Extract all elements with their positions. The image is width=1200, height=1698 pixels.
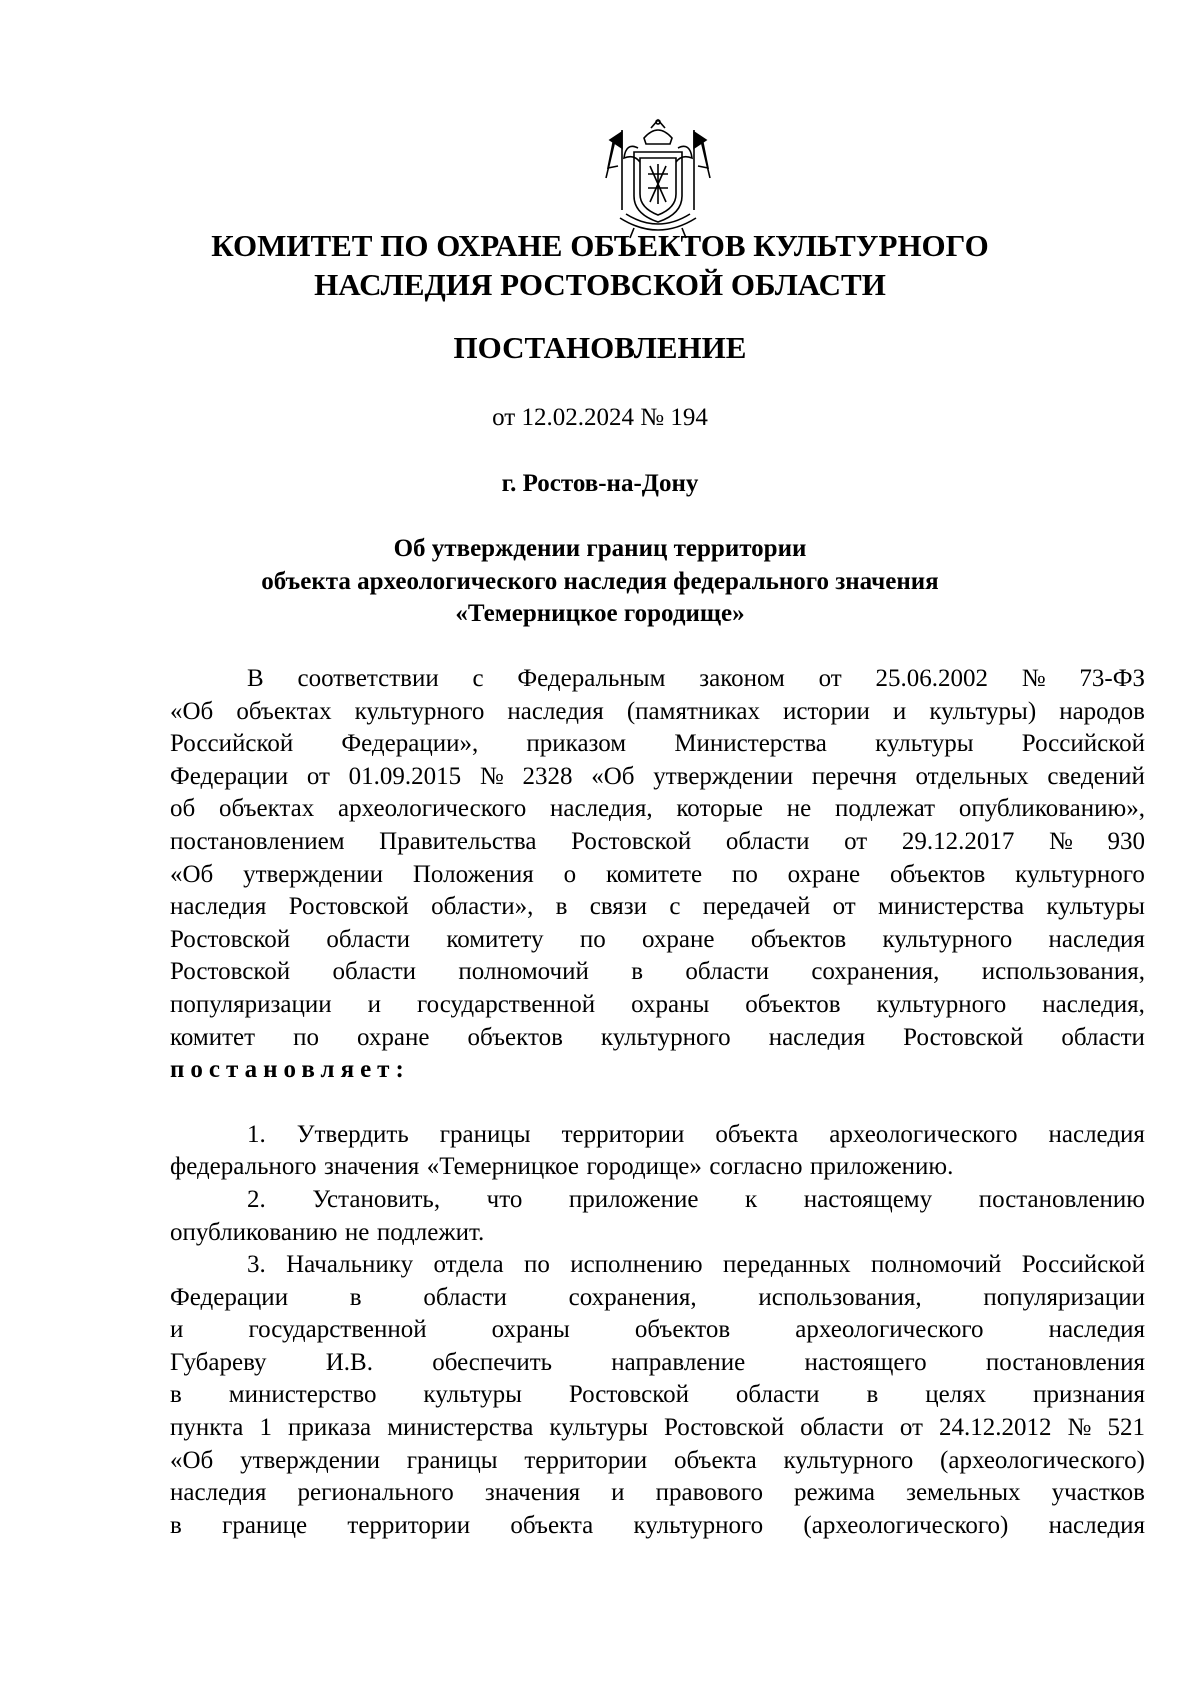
word: Федерации»,: [341, 730, 479, 758]
word: приложение: [568, 1185, 699, 1213]
word: отдельных: [915, 762, 1029, 790]
subject-line: «Темерницкое городище»: [455, 600, 745, 627]
word: Федерации: [170, 762, 289, 790]
word: в: [170, 1511, 182, 1539]
word: исполнению: [570, 1251, 703, 1279]
text-line: [170, 859, 1145, 892]
word: Российской: [170, 730, 294, 758]
text-line: [170, 1314, 1145, 1347]
issuing-authority: [150, 226, 1050, 304]
word: и: [367, 990, 381, 1018]
word: 2.: [247, 1185, 266, 1213]
word: «Об: [591, 762, 635, 790]
word: наследия: [170, 893, 267, 921]
word: №: [1067, 1414, 1092, 1442]
word: не: [344, 1218, 370, 1246]
paragraph-gap: [170, 1087, 1145, 1119]
word: наследия: [1048, 925, 1145, 953]
text-line: [170, 1249, 1145, 1282]
word: Российской: [1021, 1251, 1145, 1279]
word: (археологического): [803, 1511, 1009, 1539]
word: комитет: [170, 1023, 256, 1051]
word: охраны: [631, 990, 710, 1018]
word: Ростовской: [903, 1023, 1024, 1051]
word: области: [423, 1283, 507, 1311]
word: по: [731, 860, 758, 888]
word: опубликованию: [170, 1218, 338, 1246]
word: Министерства: [674, 730, 827, 758]
document-body: [170, 663, 1145, 1542]
word: объектах: [218, 795, 315, 823]
subject-line: Об утверждении границ территории: [393, 535, 807, 562]
word: соответствии: [297, 665, 439, 692]
word: №: [1021, 665, 1046, 692]
word: государственной: [248, 1316, 427, 1344]
word: культурного: [876, 990, 1007, 1018]
word: комитете: [605, 860, 703, 888]
word: культуры: [1046, 893, 1145, 921]
word: Утвердить: [296, 1120, 409, 1148]
item-1-paragraph: [170, 1119, 1145, 1184]
word: режима: [794, 1479, 876, 1507]
word: археологического: [795, 1316, 984, 1344]
word: приказом: [526, 730, 627, 758]
word: 1.: [247, 1120, 266, 1148]
text-line: [170, 1184, 1145, 1217]
word: Ростовской: [571, 827, 692, 855]
word: в: [170, 1381, 182, 1409]
word: настоящего: [804, 1348, 927, 1376]
word: 1: [259, 1414, 272, 1442]
word: полномочий: [458, 958, 589, 986]
word: земельных: [906, 1479, 1021, 1507]
word: истории: [783, 697, 870, 725]
word: территории: [524, 1446, 648, 1474]
word: переданных: [722, 1251, 851, 1279]
word: Ростовской: [664, 1414, 785, 1442]
text-line: [170, 663, 1145, 696]
coat-of-arms-icon: [604, 118, 712, 242]
word: государственной: [416, 990, 596, 1018]
word: Федеральным: [517, 665, 666, 692]
word: обеспечить: [432, 1348, 553, 1376]
word: признания: [1033, 1381, 1145, 1409]
decree-word: постановляет:: [170, 1056, 410, 1084]
word: приказа: [288, 1414, 372, 1442]
word: области: [685, 958, 769, 986]
word: культуры: [423, 1381, 522, 1409]
word: правового: [655, 1479, 763, 1507]
word: Российской: [1021, 730, 1145, 758]
word: культурного: [882, 925, 1013, 953]
word: и: [170, 1316, 184, 1344]
word: археологического: [829, 1120, 1018, 1148]
word: законом: [699, 665, 785, 692]
text-line: [170, 1347, 1145, 1380]
word: области: [332, 958, 417, 986]
word: охране: [642, 925, 715, 953]
subject-line: объекта археологического наследия федерального значения: [261, 567, 939, 595]
text-line: [170, 1379, 1145, 1412]
word: Правительства: [379, 827, 537, 855]
text-line: [170, 1119, 1145, 1152]
item-2-paragraph: [170, 1184, 1145, 1249]
word: наследия: [768, 1023, 866, 1051]
word: с: [472, 665, 484, 692]
word: значения: [484, 1479, 581, 1507]
word: перечня: [811, 762, 897, 790]
word: 01.09.2015: [348, 762, 462, 790]
word: границы: [406, 1446, 498, 1474]
word: 25.06.2002: [875, 665, 988, 692]
text-line: [170, 1151, 1145, 1184]
word: целях: [925, 1381, 987, 1409]
word: №: [1049, 827, 1073, 855]
text-line: [170, 1477, 1145, 1510]
word: культуры): [929, 697, 1037, 725]
word: области: [1061, 1023, 1145, 1051]
word: археологического: [338, 795, 527, 823]
word: объектов: [467, 1023, 563, 1051]
word: (археологического): [940, 1446, 1145, 1474]
word: федерального: [170, 1153, 317, 1181]
word: 29.12.2017: [901, 827, 1015, 855]
word: постановлению: [978, 1185, 1145, 1213]
document-type: ПОСТАНОВЛЕНИЕ: [453, 330, 747, 365]
text-line: [170, 989, 1145, 1022]
word: Ростовской: [288, 893, 409, 921]
word: пункта: [170, 1414, 244, 1442]
word: культуры: [549, 1414, 648, 1442]
word: министерство: [228, 1381, 377, 1409]
word: от: [899, 1414, 923, 1442]
word: комитету: [446, 925, 544, 953]
word: по: [523, 1251, 550, 1279]
word: Установить,: [312, 1185, 441, 1213]
text-line: [170, 1282, 1145, 1315]
word: подлежит.: [376, 1218, 485, 1246]
word: сохранения,: [811, 958, 940, 986]
text-line: [170, 826, 1145, 859]
document-subject: [150, 533, 1050, 631]
word: полномочий: [870, 1251, 1002, 1279]
word: утверждении: [653, 762, 794, 790]
word: (памятниках: [626, 697, 760, 725]
word: границы: [439, 1120, 531, 1148]
word: В: [247, 665, 264, 692]
word: постановления: [985, 1348, 1145, 1376]
word: 521: [1107, 1414, 1145, 1442]
word: министерства: [877, 893, 1025, 921]
word: «Об: [170, 697, 214, 725]
word: «Об: [170, 860, 214, 888]
word: не: [786, 795, 812, 823]
word: популяризации: [983, 1283, 1145, 1311]
text-line: [170, 793, 1145, 826]
word: настоящему: [803, 1185, 933, 1213]
word: объектов: [889, 860, 986, 888]
word: подлежат: [834, 795, 936, 823]
word: объекта: [673, 1446, 757, 1474]
text-line: [170, 891, 1145, 924]
word: Ростовской: [170, 925, 291, 953]
word: от: [844, 827, 868, 855]
preamble-paragraph: [170, 663, 1145, 1054]
word: наследия: [1048, 1316, 1145, 1344]
word: Ростовской: [568, 1381, 689, 1409]
word: наследия: [507, 697, 604, 725]
word: в: [349, 1283, 362, 1311]
word: в: [866, 1381, 879, 1409]
issuing-authority-line: КОМИТЕТ ПО ОХРАНЕ ОБЪЕКТОВ КУЛЬТУРНОГО: [211, 228, 989, 263]
word: использования,: [758, 1283, 922, 1311]
word: направление: [611, 1348, 746, 1376]
word: участков: [1051, 1479, 1145, 1507]
word: использования,: [981, 958, 1145, 986]
word: с: [669, 893, 681, 921]
word: области: [725, 827, 810, 855]
word: «Об: [170, 1446, 214, 1474]
word: 73-ФЗ: [1079, 665, 1145, 692]
word: постановлением: [170, 827, 345, 855]
word: передачей: [702, 893, 811, 921]
word: культурного: [783, 1446, 914, 1474]
text-line: [170, 1022, 1145, 1055]
text-line: [170, 728, 1145, 761]
word: сохранения,: [568, 1283, 697, 1311]
word: объекта: [510, 1511, 594, 1539]
word: области»,: [431, 893, 534, 921]
word: культурного: [1015, 860, 1145, 888]
word: культурного: [633, 1511, 764, 1539]
word: объекта: [715, 1120, 799, 1148]
word: к: [745, 1185, 758, 1213]
word: по: [293, 1023, 319, 1051]
word: «Темерницкое: [426, 1153, 580, 1181]
word: 2328: [522, 762, 573, 790]
document-city: г. Ростов-на-Дону: [501, 470, 699, 497]
word: народов: [1059, 697, 1145, 725]
word: об: [170, 795, 196, 823]
decree-line: [170, 1054, 1145, 1087]
word: министерства: [387, 1414, 534, 1442]
word: наследия,: [550, 795, 653, 823]
word: приложению.: [810, 1153, 954, 1181]
word: опубликованию»,: [958, 795, 1145, 823]
word: области: [326, 925, 410, 953]
word: области: [735, 1381, 820, 1409]
word: охране: [357, 1023, 430, 1051]
word: связи: [589, 893, 648, 921]
text-line: [170, 1217, 1145, 1250]
word: культурного: [354, 697, 485, 725]
word: наследия,: [1042, 990, 1145, 1018]
word: отдела: [433, 1251, 504, 1279]
word: сведений: [1047, 762, 1145, 790]
word: которые: [676, 795, 763, 823]
word: и: [611, 1479, 625, 1507]
word: о: [563, 860, 577, 888]
word: объектах: [236, 697, 332, 725]
word: утверждении: [243, 860, 384, 888]
word: Положения: [412, 860, 534, 888]
word: от: [306, 762, 330, 790]
word: охране: [787, 860, 861, 888]
word: территории: [347, 1511, 471, 1539]
word: что: [486, 1185, 523, 1213]
word: популяризации: [170, 990, 332, 1018]
word: 930: [1107, 827, 1145, 855]
word: 3.: [247, 1251, 266, 1279]
word: наследия: [170, 1479, 267, 1507]
word: от: [832, 893, 856, 921]
text-line: [170, 1445, 1145, 1478]
word: объектов: [745, 990, 841, 1018]
item-3-paragraph: [170, 1249, 1145, 1542]
word: от: [818, 665, 842, 692]
word: утверждении: [240, 1446, 380, 1474]
issuing-authority-line: НАСЛЕДИЯ РОСТОВСКОЙ ОБЛАСТИ: [314, 267, 886, 302]
document-date-number: от 12.02.2024 № 194: [492, 404, 708, 431]
text-line: [170, 956, 1145, 989]
word: и: [892, 697, 907, 725]
word: наследия: [1048, 1120, 1145, 1148]
word: Губареву: [170, 1348, 267, 1376]
word: охраны: [491, 1316, 570, 1344]
text-line: [170, 1412, 1145, 1445]
word: регионального: [297, 1479, 454, 1507]
text-line: [170, 696, 1145, 729]
word: границе: [222, 1511, 308, 1539]
word: И.В.: [325, 1348, 373, 1376]
word: в: [631, 958, 644, 986]
word: наследия: [1048, 1511, 1145, 1539]
text-line: [170, 924, 1145, 957]
word: объектов: [750, 925, 847, 953]
word: культуры: [875, 730, 974, 758]
word: в: [555, 893, 568, 921]
word: Федерации: [170, 1283, 289, 1311]
word: культурного: [600, 1023, 731, 1051]
word: согласно: [709, 1153, 803, 1181]
word: значения: [323, 1153, 420, 1181]
word: области: [800, 1414, 884, 1442]
word: 24.12.2012: [938, 1414, 1052, 1442]
word: городище»: [586, 1153, 702, 1181]
text-line: [170, 1510, 1145, 1543]
word: Ростовской: [170, 958, 291, 986]
word: Начальнику: [286, 1251, 414, 1279]
word: №: [479, 762, 504, 790]
word: территории: [561, 1120, 685, 1148]
word: по: [579, 925, 606, 953]
text-line: [170, 761, 1145, 794]
word: объектов: [634, 1316, 731, 1344]
